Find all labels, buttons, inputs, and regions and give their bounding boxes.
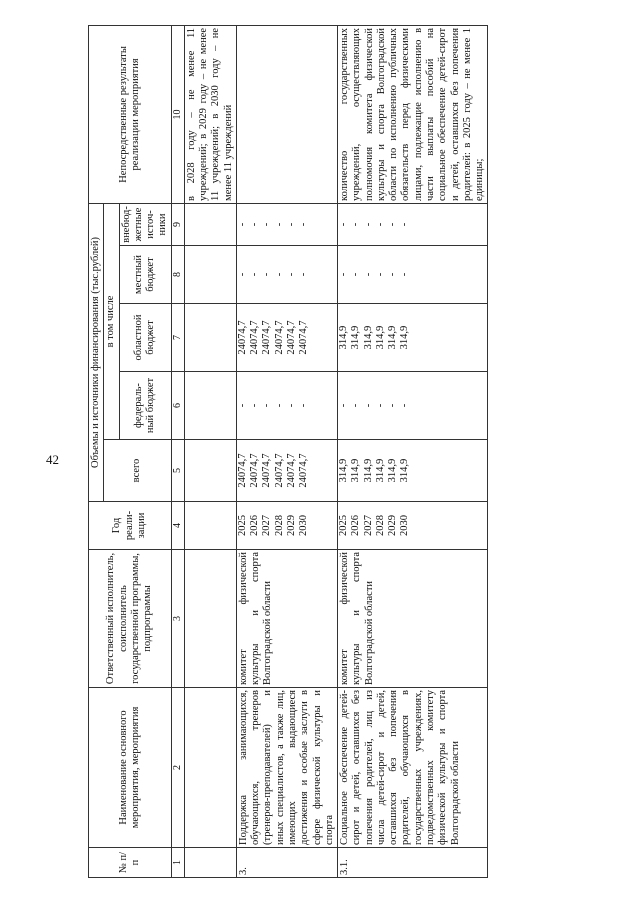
extra-value: -: [236, 222, 248, 227]
executor-cell: комитет физической культуры и спорта Волгоградской области: [236, 550, 337, 688]
federal-value: -: [273, 403, 285, 408]
year-value: 2028: [374, 515, 386, 536]
year-value: 2029: [285, 515, 297, 536]
federal-value: -: [249, 403, 261, 408]
extra-value: -: [338, 222, 350, 227]
extra-value: -: [387, 222, 399, 227]
extra-value: -: [273, 222, 285, 227]
year-value: 2025: [338, 515, 350, 536]
local-value: -: [261, 272, 273, 277]
local-value: -: [338, 272, 350, 277]
extra-value: -: [285, 222, 297, 227]
extra-value: -: [362, 222, 374, 227]
activity-name: Социальное обеспечение детей-сирот и детей, оставшихся без попечения родителей, лиц из числа детей-сирот и детей, оставшихся без попечения родителей, обучающихся в государственных учреждениях, подведомственных комитету физической культуры и спорта Волгоградской области: [338, 688, 488, 848]
activity-name: Поддержка занимающихся, обучающихся, тренеров (тренеров-преподавателей) и иных специалистов, а также лиц, имеющих выдающиеся достижения и особые заслуги в сфере физической культуры и спорта: [236, 688, 337, 848]
local-value: -: [350, 272, 362, 277]
column-number: 8: [171, 246, 184, 304]
header-num: № п/п: [89, 848, 172, 878]
total-value: 24074,7: [273, 453, 285, 488]
extra-value: -: [298, 222, 310, 227]
total-value: 24074,7: [249, 453, 261, 488]
column-number: 7: [171, 304, 184, 372]
total-value: 24074,7: [261, 453, 273, 488]
regional-value: 24074,7: [261, 320, 273, 355]
results-cell: количество государственных учреждений, осуществляющих полномочия комитета физической культуры и спорта Волгоградской области по исполнению публичных обязательств перед физическими лицами, подлежащие исполнению в части выплаты пособий на социальное обеспечение детей-сирот и детей, оставшихся без попечения родителей: в 2025 году – не менее 1 единицы;: [338, 25, 488, 203]
header-local: местный бюджет: [119, 246, 171, 304]
header-executor: Ответственный исполнитель, соисполнитель государственной программы, подпрограммы: [89, 550, 172, 688]
extra-value: -: [374, 222, 386, 227]
regional-value: 314,9: [338, 325, 350, 350]
year-value: 2027: [362, 515, 374, 536]
header-funding: Объемы и источники финансирования (тыс.рублей): [89, 203, 104, 501]
local-value: -: [374, 272, 386, 277]
federal-value: -: [350, 403, 362, 408]
column-numbers-row: [171, 25, 184, 877]
years-cell: [338, 502, 488, 550]
total-cell: [236, 440, 337, 502]
row-number: 3.1.: [338, 848, 488, 878]
regional-cell: [338, 304, 488, 372]
year-value: 2027: [261, 515, 273, 536]
federal-value: -: [362, 403, 374, 408]
year-value: 2028: [273, 515, 285, 536]
total-value: 314,9: [399, 458, 411, 483]
federal-value: -: [387, 403, 399, 408]
extra-value: -: [350, 222, 362, 227]
federal-value: -: [236, 403, 248, 408]
local-value: -: [387, 272, 399, 277]
page-number: 42: [46, 452, 59, 467]
extra-value: -: [399, 222, 411, 227]
table-row: [236, 25, 337, 877]
total-value: 314,9: [338, 458, 350, 483]
header-extra: внебюд-жетные источ-ники: [119, 203, 171, 245]
year-value: 2030: [399, 515, 411, 536]
local-value: -: [236, 272, 248, 277]
year-value: 2030: [298, 515, 310, 536]
federal-value: -: [261, 403, 273, 408]
header-year: Год реали-зации: [89, 502, 172, 550]
total-value: 24074,7: [285, 453, 297, 488]
header-regional: областной бюджет: [119, 304, 171, 372]
federal-cell: [338, 372, 488, 440]
total-value: 24074,7: [236, 453, 248, 488]
local-value: -: [249, 272, 261, 277]
header-name: Наименование основного мероприятия, мероприятия: [89, 688, 172, 848]
column-number: 6: [171, 372, 184, 440]
regional-value: 24074,7: [236, 320, 248, 355]
program-activities-table: [88, 25, 488, 878]
local-value: -: [273, 272, 285, 277]
extra-value: -: [249, 222, 261, 227]
column-number: 3: [171, 550, 184, 688]
local-value: -: [362, 272, 374, 277]
regional-cell: [236, 304, 337, 372]
federal-value: -: [285, 403, 297, 408]
column-number: 2: [171, 688, 184, 848]
total-value: 314,9: [387, 458, 399, 483]
regional-value: 314,9: [374, 325, 386, 350]
results-cell: [236, 25, 337, 203]
regional-value: 314,9: [387, 325, 399, 350]
column-number: 4: [171, 502, 184, 550]
table-row-continuation: [184, 25, 236, 877]
extra-cell: [338, 203, 488, 245]
federal-value: -: [399, 403, 411, 408]
local-cell: [338, 246, 488, 304]
regional-value: 314,9: [350, 325, 362, 350]
header-total: всего: [104, 440, 171, 502]
year-value: 2026: [249, 515, 261, 536]
federal-cell: [236, 372, 337, 440]
extra-cell: [236, 203, 337, 245]
local-value: -: [399, 272, 411, 277]
years-cell: [236, 502, 337, 550]
executor-cell: комитет физической культуры и спорта Волгоградской области: [338, 550, 488, 688]
table-row: [338, 25, 488, 877]
column-number: 5: [171, 440, 184, 502]
extra-value: -: [261, 222, 273, 227]
total-value: 24074,7: [298, 453, 310, 488]
local-cell: [236, 246, 337, 304]
rotated-table-wrapper: [88, 26, 618, 878]
total-value: 314,9: [374, 458, 386, 483]
column-number: 9: [171, 203, 184, 245]
year-value: 2025: [236, 515, 248, 536]
total-cell: [338, 440, 488, 502]
federal-value: -: [338, 403, 350, 408]
column-number: 10: [171, 25, 184, 203]
row-number: 3.: [236, 848, 337, 878]
year-value: 2029: [387, 515, 399, 536]
total-value: 314,9: [350, 458, 362, 483]
regional-value: 24074,7: [298, 320, 310, 355]
regional-value: 314,9: [399, 325, 411, 350]
total-value: 314,9: [362, 458, 374, 483]
year-value: 2026: [350, 515, 362, 536]
prev-results-cell: в 2028 году – не менее 11 учреждений; в 2029 году – не менее 11 учреждений; в 2030 году – не менее 11 учреждений: [184, 25, 236, 203]
header-including: в том числе: [104, 203, 119, 439]
header-results: Непосредственные результаты реализации мероприятия: [89, 25, 172, 203]
federal-value: -: [298, 403, 310, 408]
regional-value: 24074,7: [273, 320, 285, 355]
regional-value: 24074,7: [249, 320, 261, 355]
federal-value: -: [374, 403, 386, 408]
column-number: 1: [171, 848, 184, 878]
regional-value: 314,9: [362, 325, 374, 350]
local-value: -: [285, 272, 297, 277]
header-federal: федераль-ный бюджет: [119, 372, 171, 440]
regional-value: 24074,7: [285, 320, 297, 355]
local-value: -: [298, 272, 310, 277]
